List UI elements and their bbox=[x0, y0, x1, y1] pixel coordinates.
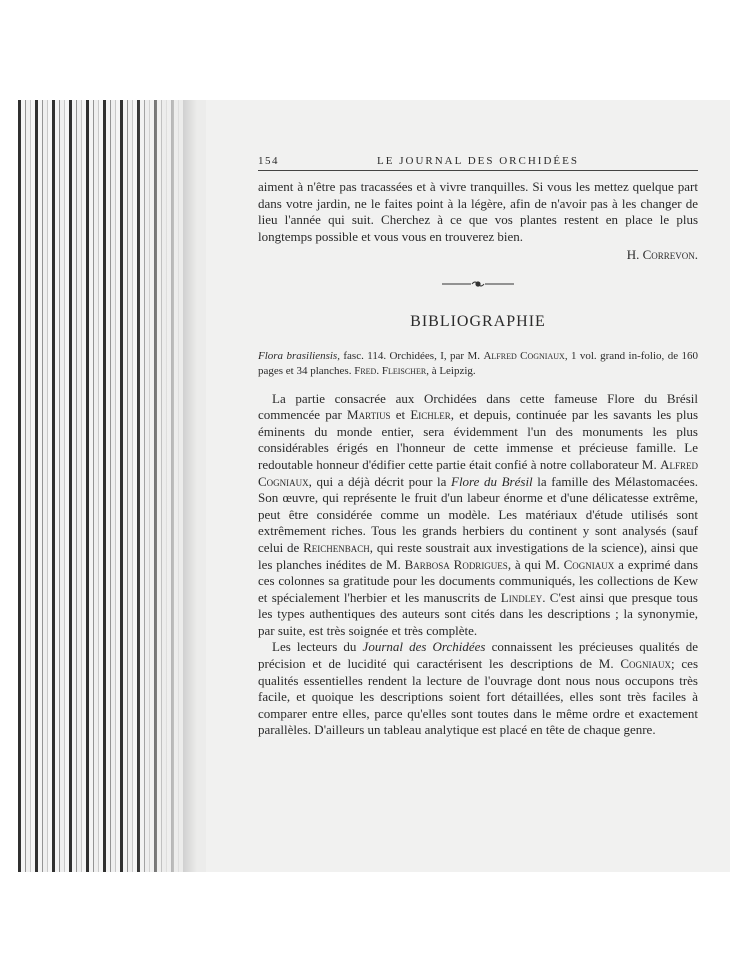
text-run: , qui reste soustrait aux investigations de la science), ainsi que les planches inédites de M. bbox=[258, 539, 698, 572]
page-number: 154 bbox=[258, 155, 279, 167]
binding-shadow bbox=[183, 100, 197, 872]
running-title: LE JOURNAL DES ORCHIDÉES bbox=[377, 155, 579, 167]
entry-part3: , à Leipzig. bbox=[426, 364, 476, 377]
entry-publisher: Fred. Fleischer bbox=[354, 364, 427, 377]
text-run: a exprimé dans ces colonnes sa gratitude pour les documents communiqués, les collections de Kew et spécialement l'herbier et les manuscrits de bbox=[258, 556, 698, 605]
review-paragraph-2 bbox=[258, 639, 698, 739]
review-paragraph-1 bbox=[258, 391, 698, 640]
name-eichler: Eichler bbox=[410, 407, 451, 423]
text-run: la famille des Mélastomacées. Son œuvre, qui représente le fruit d'un labeur énorme et d'une délicatesse extrême, peut être considérée comme un modèle. Les matériaux d'étude utilisés sont extrêmement riches. Tous les grands herbiers du continent y sont analysés (sauf celui de bbox=[258, 473, 699, 555]
text-run: La partie consacrée aux Orchidées dans cette fameuse Flore du Brésil commencée par bbox=[258, 390, 698, 423]
name-cogniaux: Alfred Cogniaux bbox=[258, 456, 698, 489]
text-run: , et depuis, continuée par les savants les plus éminents du monde entier, sera évidemment l'un des monuments les plus considérables érigés en l'honneur de cette immense et précieuse famille. Le redoutable honneur d'édifier cette partie était confié à notre collaborateur M. bbox=[258, 407, 698, 472]
text-page bbox=[258, 155, 698, 739]
section-title: BIBLIOGRAPHIE bbox=[410, 313, 546, 331]
entry-work-title: Flora brasiliensis, bbox=[258, 350, 340, 363]
name-reichenbach: Reichenbach bbox=[303, 539, 370, 555]
entry-author: Alfred Cogniaux bbox=[483, 350, 565, 363]
entry-part2: , 1 vol. grand in-folio, de 160 pages et 34 planches. bbox=[258, 350, 698, 377]
running-head bbox=[258, 155, 698, 171]
scanned-book-spread bbox=[18, 100, 730, 872]
name-barbosa-rodrigues: Barbosa Rodrigues bbox=[404, 556, 508, 572]
text-run: Les lecteurs du bbox=[272, 639, 363, 655]
text-run: , à qui M. bbox=[507, 556, 564, 572]
text-run: et bbox=[390, 407, 411, 423]
text-run: . C'est ainsi que presque tous les types authentiques des auteurs sont cités dans les descriptions ; la synonymie, par suite, est très soignée et très complète. bbox=[258, 589, 698, 638]
title-journal-des-orchidees: Journal des Orchidées bbox=[362, 639, 486, 655]
name-lindley: Lindley bbox=[500, 589, 543, 605]
name-cogniaux: Cogniaux bbox=[563, 556, 615, 572]
title-flore-du-bresil: Flore du Brésil bbox=[451, 473, 533, 489]
ornament-divider-icon bbox=[258, 277, 698, 291]
text-run: ; ces qualités essentielles rendent la lecture de l'ouvrage dont nous nous occupons très facile, et quoique les descriptions soient fort détaillées, elles sont très faciles à comparer entre elles, parce qu'elles sont toutes dans le même ordre et exactement parallèles. D'ailleurs un tableau analytique est placé en tête de chaque genre. bbox=[258, 656, 699, 738]
previous-article-paragraph: aiment à n'être pas tracassées et à vivre tranquilles. Si vous les mettez quelque part dans votre jardin, ne le faites point à la légère, afin de n'avoir pas à les changer de lieu l'année qui suit. Cherchez à ce que vos plantes restent en place le plus longtemps possible et vous vous en trouverez bien. bbox=[258, 179, 698, 244]
name-martius: Martius bbox=[347, 407, 391, 423]
name-cogniaux: Cogniaux bbox=[620, 656, 672, 672]
entry-part1: fasc. 114. Orchidées, I, par M. bbox=[339, 350, 484, 363]
bibliography-entry bbox=[258, 349, 698, 378]
text-run: , qui a déjà décrit pour la bbox=[308, 473, 451, 489]
text-run: connaissent les précieuses qualités de précision et de lucidité qui caractérisent les descriptions de M. bbox=[258, 639, 699, 672]
author-signature: H. Correvon. bbox=[626, 247, 698, 263]
